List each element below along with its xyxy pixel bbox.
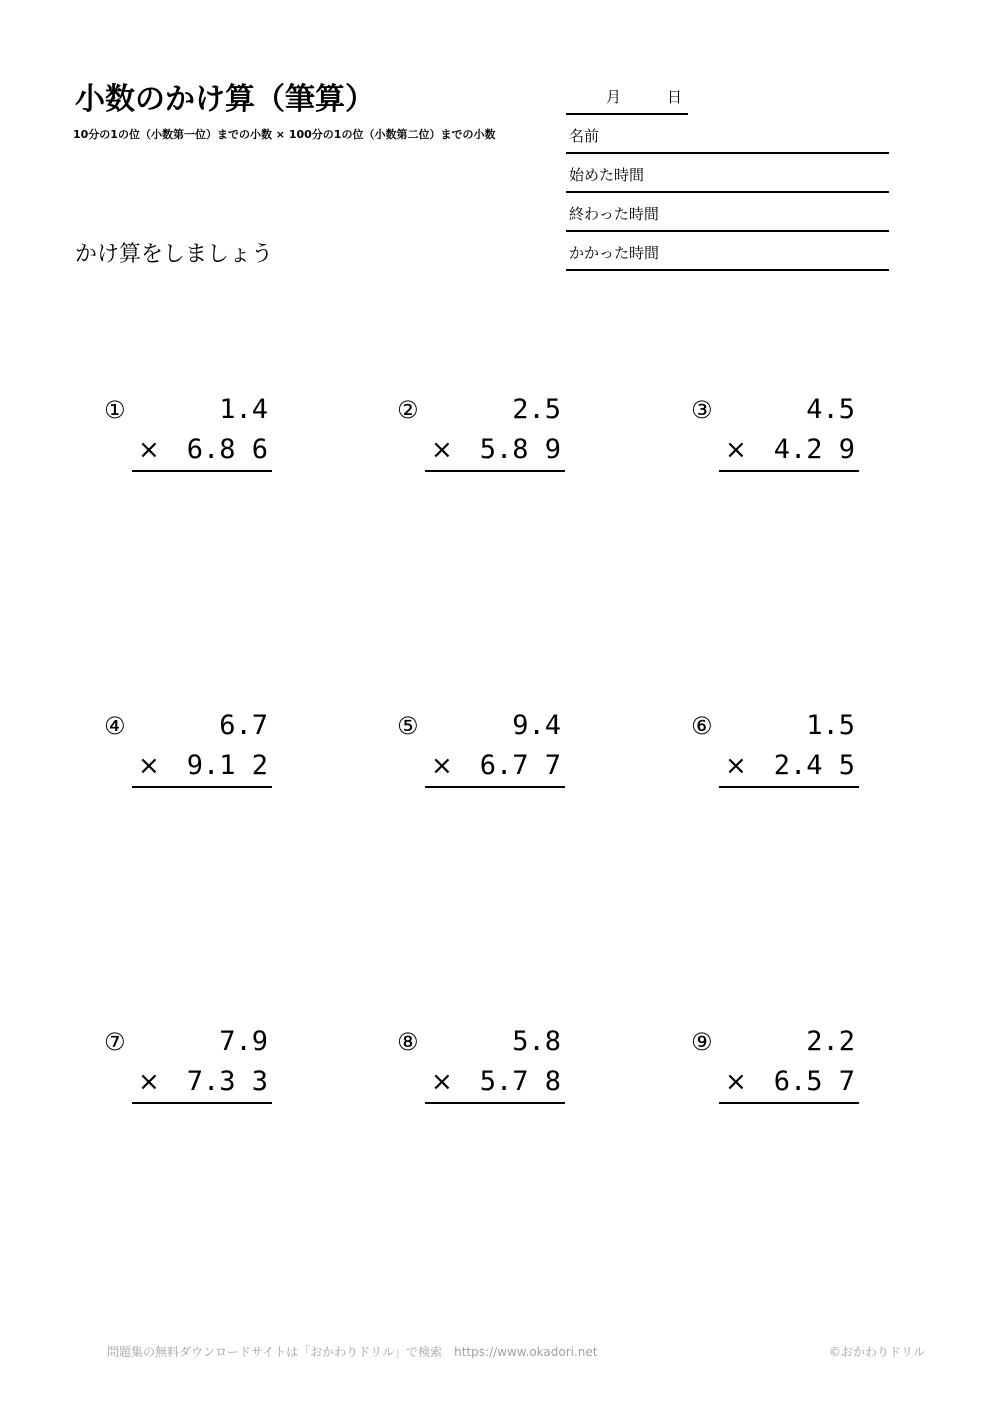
name-label: 名前	[569, 127, 600, 145]
end-time-label: 終わった時間	[569, 205, 659, 223]
problem-multiplier-line	[719, 752, 859, 788]
problem-1	[104, 396, 304, 486]
problem-number: ③	[691, 396, 713, 424]
problem-multiplier-line	[132, 752, 272, 788]
start-time-label: 始めた時間	[569, 166, 645, 184]
problem-multiplier: 9.1 2	[186, 750, 268, 781]
problem-multiplier: 7.3 3	[186, 1066, 268, 1097]
problem-8	[397, 1028, 597, 1118]
times-symbol: ×	[725, 435, 747, 465]
times-symbol: ×	[725, 1067, 747, 1097]
times-symbol: ×	[725, 751, 747, 781]
problem-5	[397, 712, 597, 802]
problem-4	[104, 712, 304, 802]
problem-number: ①	[104, 396, 126, 424]
problem-multiplier: 2.4 5	[773, 750, 855, 781]
problem-number: ⑨	[691, 1028, 713, 1056]
problem-3	[691, 396, 891, 486]
instruction-text: かけ算をしましょう	[75, 242, 274, 267]
elapsed-time-label: かかった時間	[569, 244, 660, 262]
problem-multiplier-line	[719, 436, 859, 472]
problem-number: ⑧	[397, 1028, 419, 1056]
elapsed-time-field	[566, 232, 889, 271]
problem-multiplier-line	[132, 1068, 272, 1104]
times-symbol: ×	[431, 751, 453, 781]
problem-multiplicand: 2.5	[512, 394, 561, 425]
start-time-field	[566, 154, 889, 193]
problem-multiplier-line	[719, 1068, 859, 1104]
problem-number: ⑥	[691, 712, 713, 740]
problem-multiplier: 5.8 9	[479, 434, 561, 465]
problem-9	[691, 1028, 891, 1118]
times-symbol: ×	[138, 435, 160, 465]
problem-2	[397, 396, 597, 486]
worksheet-title: 小数のかけ算（筆算）	[75, 82, 375, 117]
problem-7	[104, 1028, 304, 1118]
problem-multiplier: 6.8 6	[186, 434, 268, 465]
problem-multiplicand: 5.8	[512, 1026, 561, 1057]
problem-multiplier-line	[425, 752, 565, 788]
problem-multiplier: 5.7 8	[479, 1066, 561, 1097]
problem-multiplicand: 2.2	[806, 1026, 855, 1057]
times-symbol: ×	[138, 751, 160, 781]
problem-number: ②	[397, 396, 419, 424]
worksheet-subtitle: 10分の1の位（小数第一位）までの小数 × 100分の1の位（小数第二位）までの小数	[73, 128, 496, 141]
problem-number: ④	[104, 712, 126, 740]
problem-multiplier: 4.2 9	[773, 434, 855, 465]
problem-number: ⑦	[104, 1028, 126, 1056]
problem-multiplicand: 9.4	[512, 710, 561, 741]
problem-multiplicand: 4.5	[806, 394, 855, 425]
problem-multiplicand: 6.7	[219, 710, 268, 741]
problem-multiplier: 6.5 7	[773, 1066, 855, 1097]
problem-multiplier-line	[425, 1068, 565, 1104]
end-time-field	[566, 193, 889, 232]
problem-6	[691, 712, 891, 802]
times-symbol: ×	[431, 1067, 453, 1097]
date-month-label: 月	[606, 88, 622, 106]
date-field	[566, 80, 688, 115]
problem-multiplicand: 1.5	[806, 710, 855, 741]
problem-multiplicand: 7.9	[219, 1026, 268, 1057]
problem-number: ⑤	[397, 712, 419, 740]
times-symbol: ×	[431, 435, 453, 465]
name-field	[566, 115, 889, 154]
problem-multiplicand: 1.4	[219, 394, 268, 425]
problem-multiplier-line	[425, 436, 565, 472]
problem-multiplier: 6.7 7	[479, 750, 561, 781]
times-symbol: ×	[138, 1067, 160, 1097]
date-day-label: 日	[667, 88, 683, 106]
problem-multiplier-line	[132, 436, 272, 472]
footer-site-info: 問題集の無料ダウンロードサイトは「おかわりドリル」で検索 https://www.okadori.net	[107, 1345, 598, 1359]
footer-copyright: ©おかわりドリル	[829, 1345, 926, 1359]
